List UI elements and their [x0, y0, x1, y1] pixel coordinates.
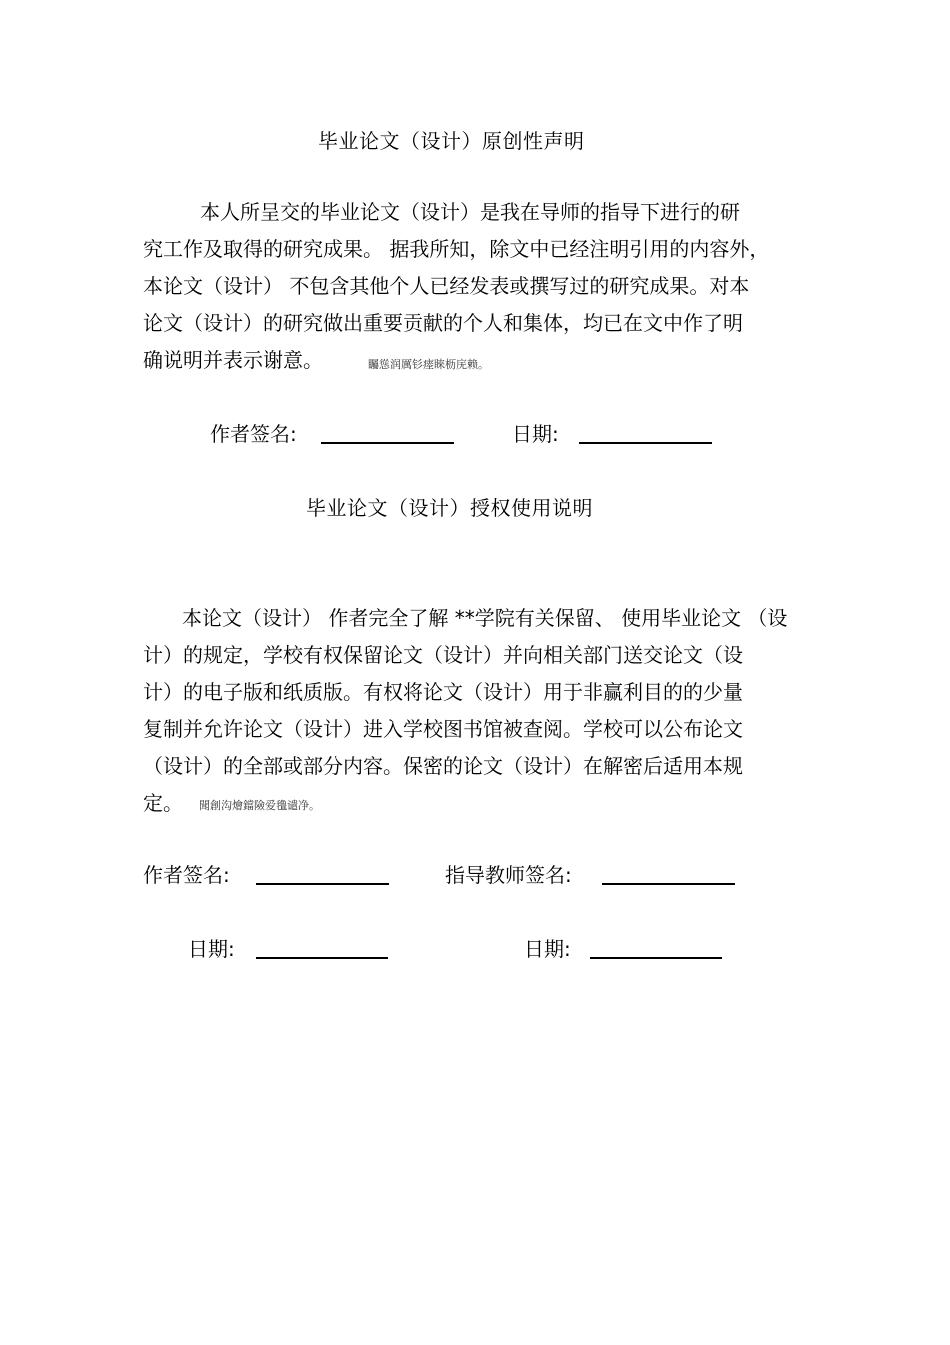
authorization-line-2: 计）的规定，学校有权保留论文（设计）并向相关部门送交论文（设	[143, 643, 743, 667]
authorization-advisor-date-field[interactable]	[590, 957, 722, 959]
authorization-author-date-label: 日期:	[188, 937, 235, 961]
authorization-advisor-date-label: 日期:	[524, 937, 571, 961]
declaration-line-4: 论文（设计）的研究做出重要贡献的个人和集体，均已在文中作了明	[143, 311, 743, 335]
authorization-line-5: （设计）的全部或部分内容。保密的论文（设计）在解密后适用本规	[143, 754, 743, 778]
authorization-line-1: 本论文（设计） 作者完全了解 **学院有关保留、 使用毕业论文 （设	[182, 606, 788, 630]
declaration-line-1: 本人所呈交的毕业论文（设计）是我在导师的指导下进行的研	[200, 200, 740, 224]
declaration-date-field[interactable]	[579, 442, 712, 444]
authorization-line-3: 计）的电子版和纸质版。有权将论文（设计）用于非赢利目的的少量	[143, 680, 743, 704]
authorization-line-6: 定。	[143, 791, 183, 815]
declaration-date-label: 日期:	[512, 422, 559, 446]
declaration-author-signature-field[interactable]	[321, 442, 454, 444]
declaration-note: 矚慫润厲钐瘗睞枥庑赖。	[368, 358, 489, 371]
authorization-title: 毕业论文（设计）授权使用说明	[306, 496, 593, 520]
declaration-line-3: 本论文（设计） 不包含其他个人已经发表或撰写过的研究成果。对本	[143, 274, 750, 298]
authorization-note: 聞創沟燴鐺險爱氇谴净。	[199, 799, 320, 812]
authorization-author-signature-field[interactable]	[256, 883, 389, 885]
declaration-line-5: 确说明并表示谢意。	[143, 348, 323, 372]
authorization-advisor-signature-field[interactable]	[602, 883, 735, 885]
authorization-author-signature-label: 作者签名:	[143, 863, 230, 887]
declaration-title: 毕业论文（设计）原创性声明	[318, 129, 585, 153]
declaration-author-signature-label: 作者签名:	[210, 422, 297, 446]
authorization-author-date-field[interactable]	[256, 957, 388, 959]
declaration-line-2: 究工作及取得的研究成果。 据我所知，除文中已经注明引用的内容外，	[143, 237, 770, 261]
authorization-advisor-signature-label: 指导教师签名:	[445, 863, 572, 887]
authorization-line-4: 复制并允许论文（设计）进入学校图书馆被查阅。学校可以公布论文	[143, 717, 743, 741]
